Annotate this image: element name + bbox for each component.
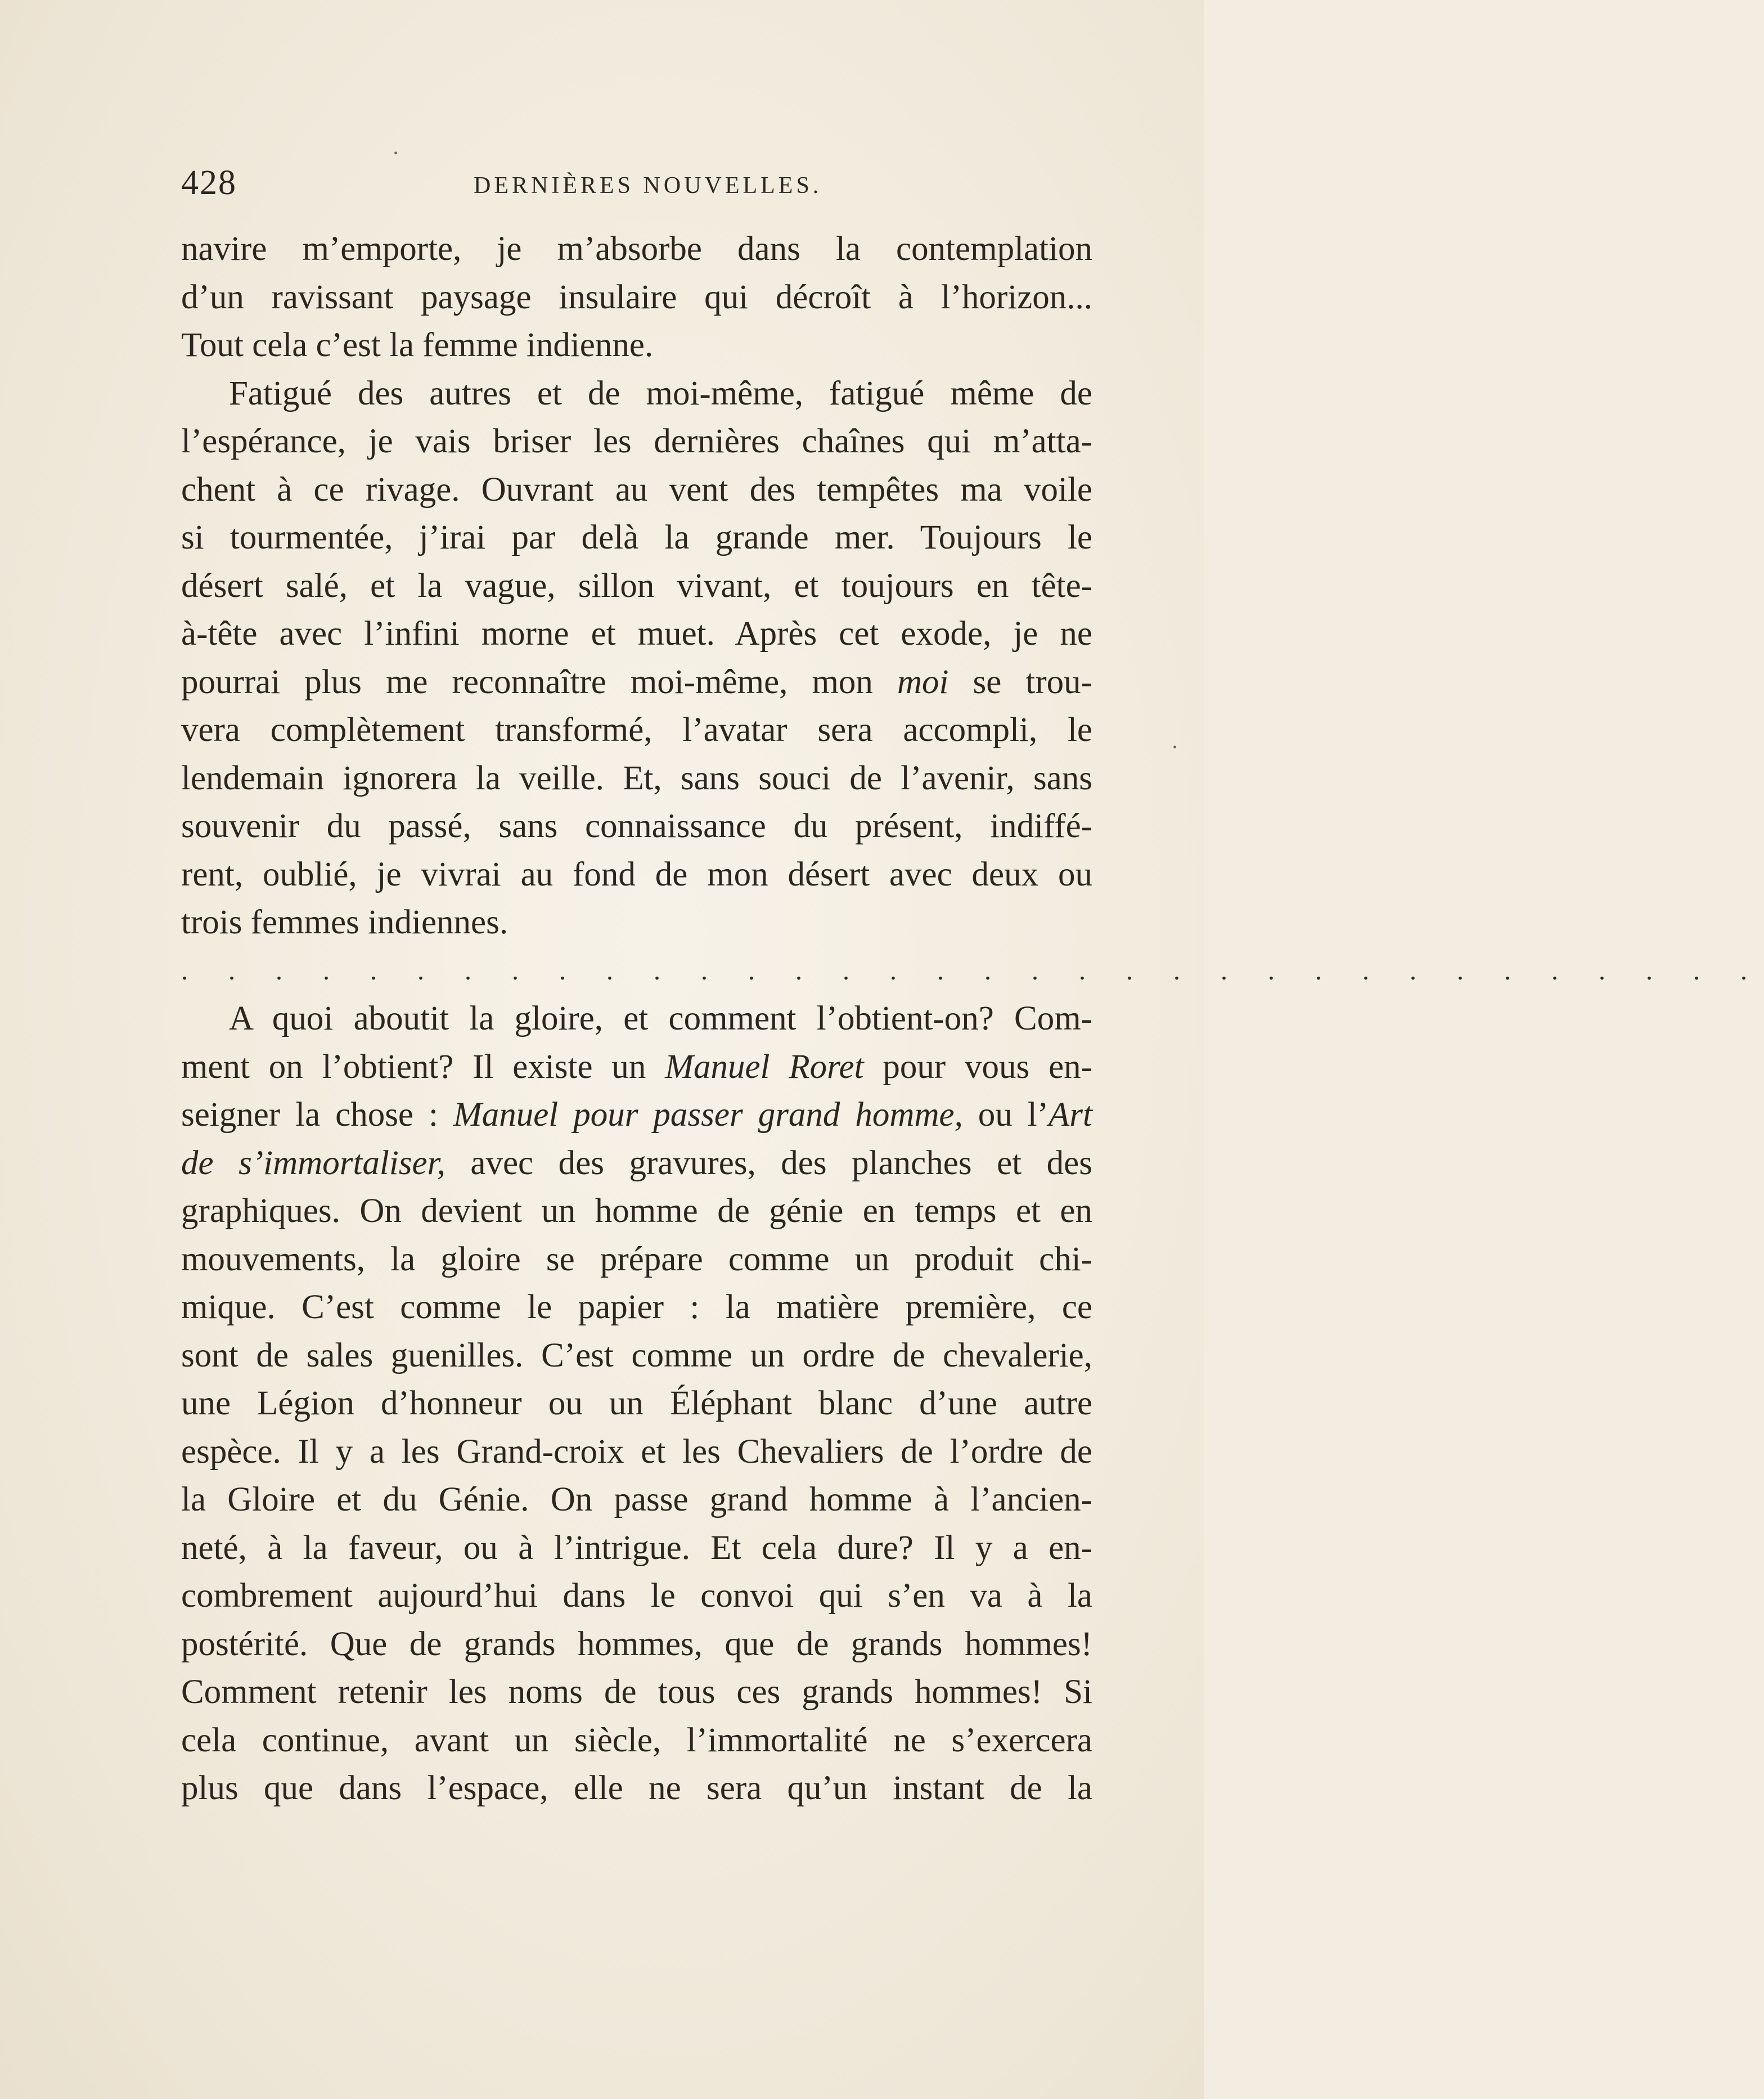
ink-speck: • <box>1173 741 1177 754</box>
text-line: postérité. Que de grands hommes, que de grands hommes! <box>181 1625 1092 1663</box>
running-title: DERNIÈRES NOUVELLES. <box>474 173 822 199</box>
text-run: pour vous en- <box>863 1048 1092 1086</box>
text-line <box>181 658 1092 707</box>
text-line: plus que dans l’espace, elle ne sera qu’un instant de la <box>181 1769 1092 1807</box>
text-run: se trou- <box>948 663 1092 701</box>
text-line: la Gloire et du Génie. On passe grand homme à l’ancien- <box>181 1481 1092 1518</box>
italic-title: Art <box>1048 1096 1092 1134</box>
dotted-separator: . . . . . . . . . . . . . . . . . . . . . . . . . . . . . . . . . . <box>181 955 1764 986</box>
italic-title: Manuel Roret <box>665 1048 864 1086</box>
text-line: lendemain ignorera la veille. Et, sans souci de l’avenir, sans <box>181 759 1092 797</box>
page-number: 428 <box>181 164 237 202</box>
text-run: ou l’ <box>962 1096 1049 1134</box>
text-line: Tout cela c’est la femme indienne. <box>181 326 654 364</box>
text-line: désert salé, et la vague, sillon vivant, et toujours en tête- <box>181 567 1092 605</box>
text-line: d’un ravissant paysage insulaire qui décroît à l’horizon... <box>181 278 1092 316</box>
text-run: avec des gravures, des planches et des <box>445 1144 1092 1182</box>
text-line <box>181 1139 1092 1188</box>
text-line: graphiques. On devient un homme de génie en temps et en <box>181 1192 1092 1230</box>
text-line <box>181 1091 1092 1139</box>
text-line: trois femmes indiennes. <box>181 904 508 941</box>
text-line: si tourmentée, j’irai par delà la grande mer. Toujours le <box>181 519 1092 556</box>
text-line: espèce. Il y a les Grand-croix et les Chevaliers de l’ordre de <box>181 1432 1092 1471</box>
text-line: navire m’emporte, je m’absorbe dans la contemplation <box>181 230 1092 268</box>
text-line: à-tête avec l’infini morne et muet. Après cet exode, je ne <box>181 615 1092 653</box>
text-line: une Légion d’honneur ou un Éléphant blanc d’une autre <box>181 1385 1092 1422</box>
page-header <box>181 163 1104 214</box>
text-line <box>181 1043 1092 1091</box>
text-line: Fatigué des autres et de moi-même, fatigué même de <box>229 374 1092 412</box>
text-line: mouvements, la gloire se prépare comme un produit chi- <box>181 1240 1092 1278</box>
text-line: sont de sales guenilles. C’est comme un ordre de chevalerie, <box>181 1336 1092 1374</box>
text-run: seigner la chose : <box>181 1096 453 1134</box>
italic-title: de s’immortaliser, <box>181 1144 446 1182</box>
ink-speck: • <box>394 147 398 160</box>
body-text <box>181 225 1764 1813</box>
text-line: chent à ce rivage. Ouvrant au vent des tempêtes ma voile <box>181 470 1092 509</box>
text-line: A quoi aboutit la gloire, et comment l’obtient-on? Com- <box>229 1000 1092 1037</box>
text-line: l’espérance, je vais briser les dernières chaînes qui m’atta- <box>181 423 1092 460</box>
text-run: ment on l’obtient? Il existe un <box>181 1048 665 1086</box>
text-run: pourrai plus me reconnaître moi-même, mon <box>181 663 897 701</box>
text-line: mique. C’est comme le papier : la matière première, ce <box>181 1288 1092 1326</box>
text-line: Comment retenir les noms de tous ces grands hommes! Si <box>181 1673 1092 1711</box>
text-line: neté, à la faveur, ou à l’intrigue. Et cela dure? Il y a en- <box>181 1529 1092 1567</box>
text-line: souvenir du passé, sans connaissance du présent, indiffé- <box>181 807 1092 845</box>
text-line: cela continue, avant un siècle, l’immortalité ne s’exercera <box>181 1721 1092 1759</box>
italic-title: Manuel pour passer grand homme, <box>453 1096 963 1134</box>
text-line: vera complètement transformé, l’avatar sera accompli, le <box>181 711 1092 749</box>
text-line: rent, oublié, je vivrai au fond de mon désert avec deux ou <box>181 855 1092 893</box>
text-line: combrement aujourd’hui dans le convoi qui s’en va à la <box>181 1577 1092 1615</box>
italic-word: moi <box>897 663 949 701</box>
